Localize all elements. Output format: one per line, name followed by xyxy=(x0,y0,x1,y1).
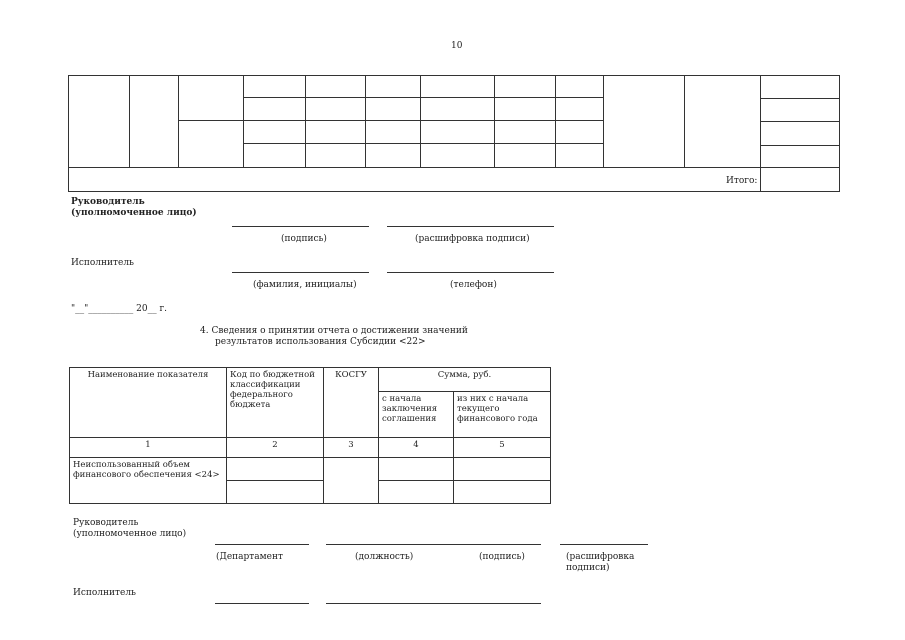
col-number-1: 1 xyxy=(70,438,227,458)
cell-code-a xyxy=(227,458,324,481)
section4-title-line1: 4. Сведения о принятии отчета о достижении значений xyxy=(200,326,468,336)
signature-caption: (подпись) xyxy=(281,234,327,244)
executor-line-b xyxy=(326,603,541,604)
signature-line xyxy=(232,226,369,227)
position-caption: (должность) xyxy=(355,552,414,562)
cell-kosgu xyxy=(324,458,379,504)
col-number-4: 4 xyxy=(379,438,454,458)
header-kosgu: КОСГУ xyxy=(324,368,379,438)
fio-caption: (фамилия, инициалы) xyxy=(253,280,357,290)
head-label: Руководитель xyxy=(71,197,145,207)
upper-table xyxy=(0,0,905,200)
department-caption: (Департамент xyxy=(216,552,283,562)
header-name: Наименование показателя xyxy=(70,368,227,438)
decode-line-2 xyxy=(560,544,648,545)
head-label-2: Руководитель xyxy=(73,518,139,528)
total-label: Итого: xyxy=(726,176,758,186)
fio-line xyxy=(232,272,369,273)
executor-label: Исполнитель xyxy=(71,258,134,268)
header-code: Код по бюджетной классификации федерального бюджета xyxy=(227,368,324,438)
cell-sum-b xyxy=(379,481,454,504)
cell-sum-a xyxy=(379,458,454,481)
section4-title-line2: результатов использования Субсидии <22> xyxy=(215,337,426,347)
col-number-3: 3 xyxy=(324,438,379,458)
row-unused-volume: Неиспользованный объем финансового обеспечения <24> xyxy=(70,458,227,504)
signature-decode-line xyxy=(387,226,554,227)
col-number-5: 5 xyxy=(454,438,551,458)
col-number-2: 2 xyxy=(227,438,324,458)
department-line xyxy=(215,544,309,545)
head-sub: (уполномоченное лицо) xyxy=(71,208,197,218)
cell-year-b xyxy=(454,481,551,504)
phone-line xyxy=(387,272,554,273)
signature-caption-2: (подпись) xyxy=(479,552,525,562)
report-acceptance-table xyxy=(69,367,551,504)
cell-code-b xyxy=(227,481,324,504)
position-line xyxy=(326,544,541,545)
header-from-agreement: с начала заключения соглашения xyxy=(379,392,454,438)
executor-label-2: Исполнитель xyxy=(73,588,136,598)
header-from-year: из них с начала текущего финансового года xyxy=(454,392,551,438)
head-sub-2: (уполномоченное лицо) xyxy=(73,529,187,539)
signature-decode-caption-2: (расшифровка подписи) xyxy=(566,552,635,573)
phone-caption: (телефон) xyxy=(450,280,497,290)
date-line: "__"__________ 20__ г. xyxy=(71,304,168,314)
signature-decode-caption: (расшифровка подписи) xyxy=(415,234,530,244)
cell-year-a xyxy=(454,458,551,481)
header-sum: Сумма, руб. xyxy=(379,368,551,392)
executor-line-a xyxy=(215,603,309,604)
page-number: 10 xyxy=(451,41,463,51)
